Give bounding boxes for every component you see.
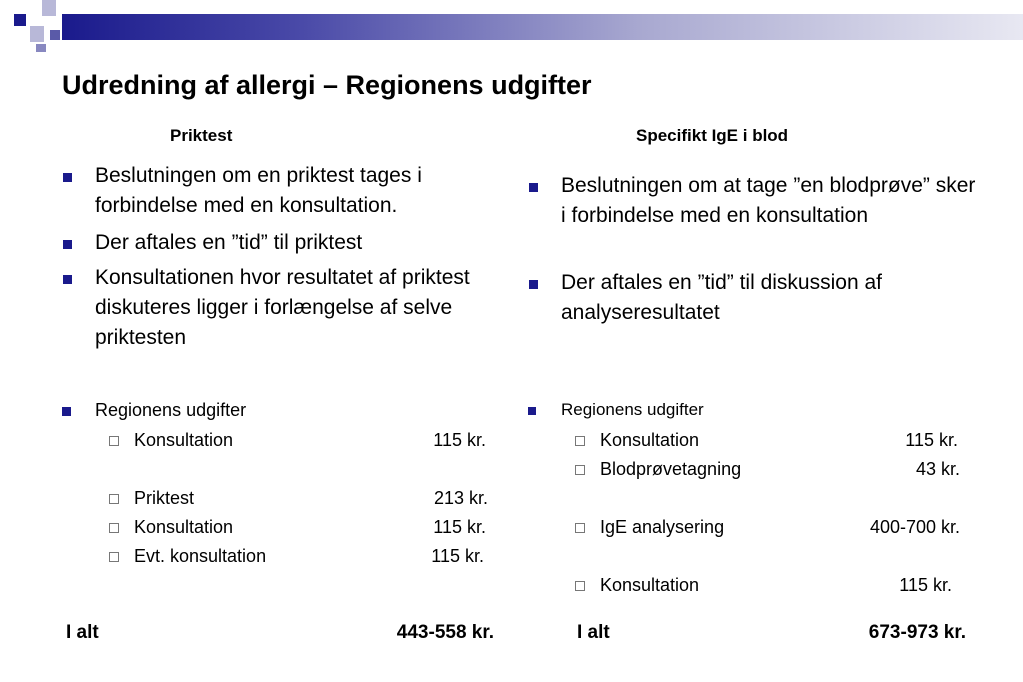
right-bullet-2-text: Der aftales en ”tid” til diskussion af analyseresultatet — [561, 271, 882, 324]
cost-label: Konsultation — [134, 430, 234, 450]
right-costs-heading-text: Regionens udgifter — [561, 400, 704, 419]
bullet-square-icon — [529, 280, 538, 289]
hollow-square-icon — [575, 436, 585, 446]
right-cost-row — [600, 573, 699, 597]
left-cost-row — [134, 486, 194, 510]
cost-label: IgE analysering — [600, 517, 725, 537]
decorative-square — [42, 0, 56, 16]
left-total-label: I alt — [66, 622, 99, 643]
right-cost-amount: 115 kr. — [899, 575, 952, 595]
right-column-heading: Specifikt IgE i blod — [636, 126, 789, 145]
bullet-square-icon — [63, 240, 72, 249]
hollow-square-icon — [575, 581, 585, 591]
right-total-label: I alt — [577, 622, 610, 643]
right-total-amount: 673-973 kr. — [868, 622, 966, 643]
hollow-square-icon — [109, 436, 119, 446]
bullet-square-icon — [62, 407, 71, 416]
decorative-square — [30, 26, 44, 42]
left-cost-amount: 115 kr. — [433, 430, 486, 450]
header-gradient-bar — [62, 14, 1023, 40]
left-cost-amount: 115 kr. — [431, 546, 484, 566]
right-bullet-2 — [561, 268, 981, 328]
left-bullet-2-text: Der aftales en ”tid” til priktest — [95, 231, 363, 254]
right-cost-amount: 43 kr. — [915, 459, 960, 479]
right-cost-row — [600, 457, 741, 481]
right-bullet-1-text: Beslutningen om at tage ”en blodprøve” sker i forbindelse med en konsultation — [561, 174, 976, 227]
cost-label: Evt. konsultation — [134, 546, 267, 566]
bullet-square-icon — [529, 183, 538, 192]
right-cost-row — [600, 428, 699, 452]
left-cost-amount: 115 kr. — [433, 517, 486, 537]
left-bullet-3-text: Konsultationen hvor resultatet af priktest diskuteres ligger i forlængelse af selve priktesten — [95, 266, 470, 349]
left-cost-amount: 213 kr. — [433, 488, 488, 508]
slide-title: Udredning af allergi – Regionens udgifter — [62, 70, 592, 100]
right-cost-amount: 400-700 kr. — [869, 517, 960, 537]
left-cost-row — [134, 544, 266, 568]
cost-label: Konsultation — [600, 575, 700, 595]
cost-label: Blodprøvetagning — [600, 459, 742, 479]
left-total-amount: 443-558 kr. — [396, 622, 494, 643]
right-bullet-1 — [561, 171, 981, 231]
hollow-square-icon — [575, 465, 585, 475]
left-costs-heading-text: Regionens udgifter — [95, 400, 247, 420]
left-cost-row — [134, 428, 233, 452]
right-cost-amount: 115 kr. — [905, 430, 958, 450]
decorative-square — [14, 14, 26, 26]
left-bullet-1 — [95, 161, 500, 221]
bullet-square-icon — [63, 173, 72, 182]
cost-label: Konsultation — [600, 430, 700, 450]
hollow-square-icon — [109, 494, 119, 504]
cost-label: Priktest — [134, 488, 195, 508]
hollow-square-icon — [575, 523, 585, 533]
right-costs-heading — [561, 398, 861, 422]
left-bullet-1-text: Beslutningen om en priktest tages i forbindelse med en konsultation. — [95, 164, 422, 217]
decorative-square — [50, 30, 60, 40]
decorative-square — [36, 44, 46, 52]
left-bullet-2 — [95, 228, 500, 258]
hollow-square-icon — [109, 552, 119, 562]
left-costs-heading — [95, 398, 395, 422]
cost-label: Konsultation — [134, 517, 234, 537]
left-cost-row — [134, 515, 233, 539]
bullet-square-icon — [528, 407, 536, 415]
bullet-square-icon — [63, 275, 72, 284]
right-cost-row — [600, 515, 724, 539]
left-column-heading: Priktest — [170, 126, 233, 145]
left-bullet-3 — [95, 263, 475, 353]
hollow-square-icon — [109, 523, 119, 533]
